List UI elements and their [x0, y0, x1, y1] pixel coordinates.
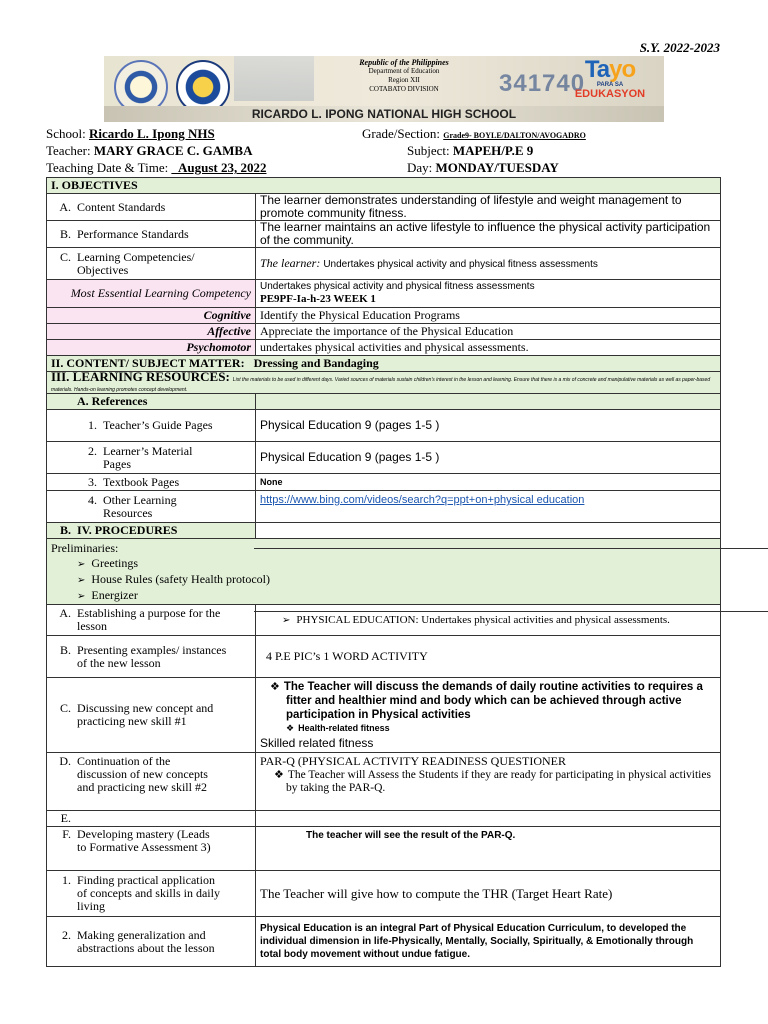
- psychomotor-label: Psychomotor: [47, 340, 256, 356]
- content-standards-row: [47, 194, 721, 221]
- step-letter-2: 2.: [62, 927, 71, 942]
- prelim-item-3-label: Energizer: [91, 588, 138, 602]
- competency-label: Learning Competencies/ Objectives: [77, 249, 195, 277]
- competency-prefix: The learner:: [260, 255, 321, 270]
- diamond-icon: ❖: [274, 768, 284, 781]
- step-label-1: Finding practical application of concepts and skills in daily living: [77, 873, 220, 913]
- resource-row-1: [47, 410, 721, 442]
- step-letter-b: B.: [59, 642, 71, 657]
- cognitive-row: [47, 308, 721, 324]
- psychomotor-row: [47, 340, 721, 356]
- arrow-icon: ➢: [77, 591, 86, 602]
- step-label-d: Continuation of the discussion of new concepts and practicing new skill #2: [77, 754, 208, 794]
- step-label-cell-e: [47, 811, 256, 827]
- prelim-item-1-label: Greetings: [91, 556, 139, 570]
- grade-value: Grade9- BOYLE/DALTON/AVOGADRO: [443, 131, 586, 140]
- step-value-c: [260, 680, 716, 722]
- resource-link[interactable]: https://www.bing.com/videos/search?q=ppt+on+physical education: [260, 494, 585, 506]
- resource-value-cell-4: [256, 491, 721, 523]
- resources-note: List the materials to be used in different days. Varied sources of materials sustain children's interest in the lesson and learning. Ensure that there is a mix of concrete and manipulative materials as well as paper-based materials. Hands-on learning promotes concept development.: [51, 376, 711, 393]
- resource-label-4: Other Learning Resources: [103, 492, 177, 520]
- performance-standards-value: The learner maintains an active lifestyle to influence the physical activity participation of the community.: [256, 221, 721, 248]
- step-label-cell-2: [47, 917, 256, 967]
- resource-num-2: 2.: [88, 443, 97, 458]
- school-label: School:: [46, 126, 86, 141]
- day-label: Day:: [407, 160, 433, 175]
- step-label-cell-f: [47, 827, 256, 871]
- letter-c: C.: [59, 249, 71, 264]
- performance-standards-row: [47, 221, 721, 248]
- step-value-b: 4 P.E PIC’s 1 WORD ACTIVITY: [256, 636, 721, 678]
- affective-label: Affective: [47, 324, 256, 340]
- prelim-item-1: [51, 556, 716, 572]
- tayo-edu: EDUKASYON: [574, 88, 646, 100]
- step-label-b: Presenting examples/ instances of the new lesson: [77, 642, 227, 670]
- prelim-item-2: [51, 572, 716, 588]
- step-label-cell-b: [47, 636, 256, 678]
- references-empty: [256, 394, 721, 410]
- step-row-b: [47, 636, 721, 678]
- procedures-letter: B.: [59, 523, 71, 537]
- step-label-cell-c: [47, 678, 256, 753]
- diamond-icon: ❖: [270, 680, 280, 693]
- school-value: Ricardo L. Ipong NHS: [88, 126, 215, 141]
- division-text: COTABATO DIVISION: [369, 85, 439, 93]
- step-letter-a: A.: [59, 606, 71, 620]
- republic-text: Republic of the Philippines: [359, 58, 449, 67]
- step-row-1: [47, 871, 721, 917]
- step-value-e: [256, 811, 721, 827]
- competency-label-cell: [47, 248, 256, 280]
- school-year: S.Y. 2022-2023: [639, 40, 720, 55]
- building-photo: [234, 56, 314, 101]
- step-value-c-text: The Teacher will discuss the demands of daily routine activities to requires a fitter and healthier mind and body which can be achieved through active participation in Physical activities: [283, 681, 703, 721]
- step-row-c: [47, 678, 721, 753]
- arrow-icon: ➢: [77, 575, 86, 586]
- resource-num-3: 3.: [88, 474, 97, 489]
- step-row-f: [47, 827, 721, 871]
- resource-label-cell-4: [47, 491, 256, 523]
- step-value-f: The teacher will see the result of the PAR-Q.: [256, 827, 721, 871]
- department-text: Department of Education: [368, 67, 440, 75]
- step-label-c: Discussing new concept and practicing new skill #1: [77, 701, 214, 728]
- resource-label-2: Learner’s Material Pages: [103, 443, 193, 471]
- prelim-item-3: [51, 588, 716, 604]
- tayo-sub: PARA SA: [596, 82, 624, 88]
- resource-num-4: 4.: [88, 492, 97, 507]
- objectives-header-row: [47, 178, 721, 194]
- subject-label: Subject:: [407, 143, 450, 158]
- step-letter-e: E.: [60, 811, 71, 825]
- content-standards-label-cell: [47, 194, 256, 221]
- step-value-d-1: PAR-Q (PHYSICAL ACTIVITY READINESS QUESTIONER: [260, 754, 567, 768]
- school-field: [46, 126, 215, 142]
- content-standards-label: Content Standards: [77, 199, 166, 214]
- lesson-plan-table: [46, 177, 721, 967]
- subject-value: MAPEH/P.E 9: [452, 143, 534, 158]
- teacher-field: [46, 143, 252, 159]
- deped-text: [319, 58, 489, 94]
- procedures-empty: [256, 523, 721, 539]
- arrow-icon: ➢: [77, 559, 86, 570]
- performance-standards-label-cell: [47, 221, 256, 248]
- letter-a: A.: [59, 199, 71, 214]
- arrow-icon: ➢: [282, 614, 291, 626]
- prelim-item-2-label: House Rules (safety Health protocol): [91, 572, 271, 586]
- resource-row-2: [47, 442, 721, 474]
- preliminaries-title: Preliminaries:: [51, 541, 119, 555]
- step-value-d-2: [260, 768, 716, 795]
- step-sub2-c: Skilled related fitness: [260, 736, 374, 750]
- step-letter-1: 1.: [62, 873, 71, 887]
- resource-value-1: Physical Education 9 (pages 1-5 ): [256, 410, 721, 442]
- resource-value-3: None: [256, 474, 721, 491]
- step-letter-c: C.: [59, 701, 71, 715]
- step-row-a: [47, 605, 721, 636]
- step-letter-f: F.: [62, 827, 71, 841]
- step-value-a: PHYSICAL EDUCATION: Undertakes physical activities and physical assessments.: [296, 613, 670, 626]
- melc-value-1: Undertakes physical activity and physical fitness assessments: [260, 281, 535, 292]
- references-title: A. References: [47, 394, 256, 410]
- step-value-d-2-text: The Teacher will Assess the Students if they are ready for participating in physical activities by taking the PAR-Q.: [286, 769, 711, 794]
- prelim-divider-top: [254, 548, 768, 549]
- step-letter-d: D.: [59, 754, 71, 768]
- step-value-1: The Teacher will give how to compute the THR (Target Heart Rate): [256, 871, 721, 917]
- resources-header-row: [47, 372, 721, 394]
- step-row-d: [47, 753, 721, 811]
- date-label: Teaching Date & Time:: [46, 160, 169, 175]
- date-value: _August 23, 2022: [171, 160, 267, 175]
- resource-label-3: Textbook Pages: [103, 474, 180, 489]
- psychomotor-value: undertakes physical activities and physical assessments.: [256, 340, 721, 356]
- melc-row: [47, 280, 721, 308]
- affective-row: [47, 324, 721, 340]
- step-value-cell-d: [256, 753, 721, 811]
- teacher-value: MARY GRACE C. GAMBA: [93, 143, 253, 158]
- references-row: [47, 394, 721, 410]
- step-sub1-c-text: Health-related fitness: [298, 723, 390, 733]
- tayo-logo: [562, 58, 658, 104]
- competency-value-cell: [256, 248, 721, 280]
- step-value-cell-a: [256, 605, 721, 636]
- content-title: II. CONTENT/ SUBJECT MATTER:: [51, 356, 245, 370]
- tayo-text-2: yo: [609, 56, 636, 83]
- cognitive-value: Identify the Physical Education Programs: [256, 308, 721, 324]
- resources-cell: [47, 368, 721, 394]
- resource-label-cell-2: [47, 442, 256, 474]
- melc-value-2: PE9PF-Ia-h-23 WEEK 1: [260, 293, 376, 305]
- resource-num-1: 1.: [88, 418, 97, 432]
- day-value: MONDAY/TUESDAY: [435, 160, 559, 175]
- resource-label-cell-3: [47, 474, 256, 491]
- school-name-band: RICARDO L. IPONG NATIONAL HIGH SCHOOL: [104, 106, 664, 122]
- melc-value-cell: [256, 280, 721, 308]
- step-value-2: Physical Education is an integral Part of Physical Education Curriculum, to developed the individual dimension in life-Physically, Mentally, Socially, Spiritually, & Emotionally through total body movement without undue fatigue.: [256, 917, 721, 967]
- cognitive-label: Cognitive: [47, 308, 256, 324]
- school-id: 341740: [499, 70, 586, 97]
- step-row-2: [47, 917, 721, 967]
- performance-standards-label: Performance Standards: [77, 226, 189, 241]
- step-label-cell-1: [47, 871, 256, 917]
- step-label-f: Developing mastery (Leads to Formative Assessment 3): [77, 827, 211, 854]
- grade-label: Grade/Section:: [362, 126, 440, 141]
- step-sub1-c: [260, 722, 716, 736]
- step-value-cell-c: [256, 678, 721, 753]
- resource-label-1: Teacher’s Guide Pages: [103, 418, 213, 432]
- step-label-a: Establishing a purpose for the lesson: [77, 606, 221, 633]
- prelim-divider-bottom: [254, 611, 768, 612]
- tayo-text-1: Ta: [584, 56, 610, 83]
- letter-b: B.: [59, 226, 71, 241]
- region-text: Region XII: [388, 76, 420, 84]
- teacher-label: Teacher:: [46, 143, 91, 158]
- step-label-2: Making generalization and abstractions about the lesson: [77, 927, 215, 955]
- diamond-icon: ❖: [286, 724, 295, 734]
- competency-value: Undertakes physical activity and physical fitness assessments: [323, 258, 598, 270]
- content-standards-value: The learner demonstrates understanding of lifestyle and weight management to promote community fitness.: [256, 194, 721, 221]
- subject-field: [407, 143, 533, 159]
- melc-label: Most Essential Learning Competency: [47, 280, 256, 308]
- competency-row: [47, 248, 721, 280]
- resource-row-3: [47, 474, 721, 491]
- resource-value-2: Physical Education 9 (pages 1-5 ): [256, 442, 721, 474]
- content-value: Dressing and Bandaging: [253, 356, 379, 370]
- affective-value: Appreciate the importance of the Physical Education: [256, 324, 721, 340]
- grade-field: [362, 126, 586, 142]
- school-banner: [104, 56, 664, 122]
- step-label-cell-a: [47, 605, 256, 636]
- procedures-row: [47, 523, 721, 539]
- procedures-title: IV. PROCEDURES: [77, 523, 178, 537]
- resources-title: III. LEARNING RESOURCES:: [51, 368, 230, 384]
- step-label-cell-d: [47, 753, 256, 811]
- resource-row-4: [47, 491, 721, 523]
- day-field: [407, 160, 559, 176]
- date-field: [46, 160, 266, 176]
- step-row-e: [47, 811, 721, 827]
- objectives-title: I. OBJECTIVES: [47, 178, 721, 194]
- procedures-title-cell: [47, 523, 256, 539]
- resource-label-cell-1: [47, 410, 256, 442]
